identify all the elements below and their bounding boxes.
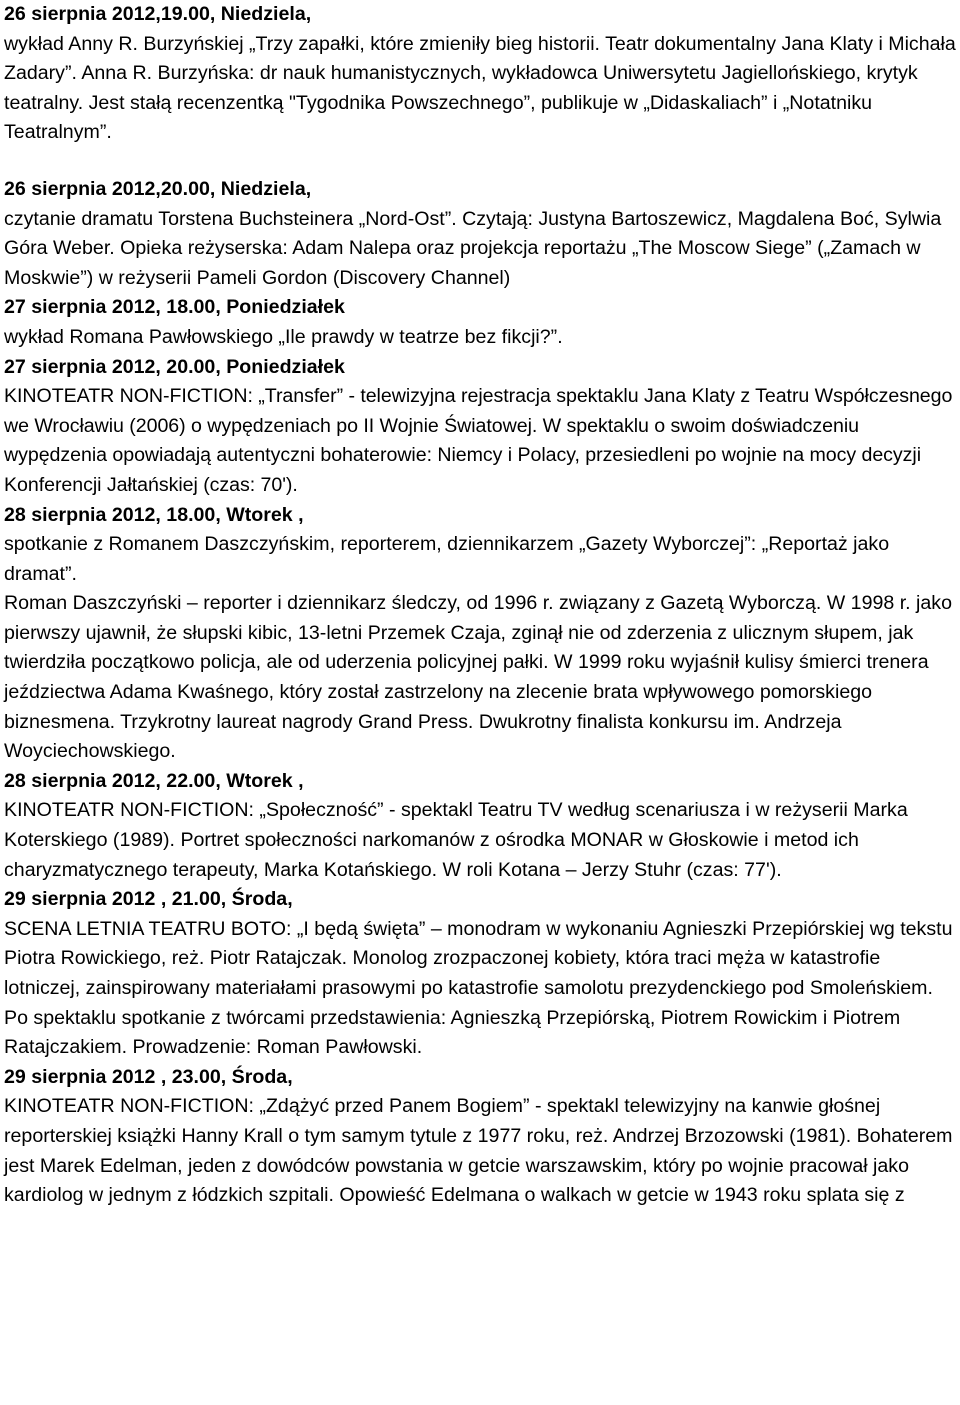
section-spacer <box>4 148 956 175</box>
event-heading: 29 sierpnia 2012 , 21.00, Środa, <box>4 888 293 911</box>
event-heading: 29 sierpnia 2012 , 23.00, Środa, <box>4 1065 293 1088</box>
event-description: SCENA LETNIA TEATRU BOTO: „I będą święta” – monodram w wykonaniu Agnieszki Przepiórskiej wg tekstu Piotra Rowickiego, reż. Piotr Ratajczak. Monolog zrozpaczonej kobiety, która traci męża w katastrofie lotniczej, zainspirowany materiałami prasowymi po katastrofie samolotu prezydenckiego pod Smoleńskiem. Po spektaklu spotkanie z twórcami przedstawienia: Agnieszką Przepiórską, Piotrem Rowickim i Piotrem Ratajczakiem. Prowadzenie: Roman Pawłowski. <box>4 917 953 1059</box>
event-heading: 28 sierpnia 2012, 18.00, Wtorek , <box>4 503 304 526</box>
event-heading: 26 sierpnia 2012,19.00, Niedziela, <box>4 3 312 25</box>
event-heading: 28 sierpnia 2012, 22.00, Wtorek , <box>4 769 304 792</box>
event-description: KINOTEATR NON-FICTION: „Społeczność” - spektakl Teatru TV według scenariusza i w reżyserii Marka Koterskiego (1989). Portret społeczności narkomanów z ośrodka MONAR w Głoskowie i metod ich charyzmatycznego terapeuty, Marka Kotańskiego. W roli Kotana – Jerzy Stuhr (czas: 77'). <box>4 799 908 881</box>
event-entry-1 <box>4 0 956 148</box>
event-description: spotkanie z Romanem Daszczyńskim, reporterem, dziennikarzem „Gazety Wyborczej”: „Reportaż jako dramat”. <box>4 533 890 585</box>
event-description: wykład Romana Pawłowskiego „Ile prawdy w teatrze bez fikcji?”. <box>4 325 563 348</box>
event-heading: 26 sierpnia 2012,20.00, Niedziela, <box>4 177 312 200</box>
event-heading: 27 sierpnia 2012, 18.00, Poniedziałek <box>4 296 345 319</box>
event-description: wykład Anny R. Burzyńskiej „Trzy zapałki, które zmieniły bieg historii. Teatr dokumentalny Jana Klaty i Michała Zadary”. Anna R. Burzyńska: dr nauk humanistycznych, wykładowca Uniwersytetu Jagiellońskiego, krytyk teatralny. Jest stałą recenzentką "Tygodnika Powszechnego”, publikuje w „Didaskaliach” i „Notatniku Teatralnym”. <box>4 32 956 144</box>
event-entry-3 <box>4 293 956 352</box>
event-entry-7 <box>4 885 956 1063</box>
event-entry-4 <box>4 353 956 501</box>
event-heading: 27 sierpnia 2012, 20.00, Poniedziałek <box>4 355 345 378</box>
event-entry-5 <box>4 501 956 767</box>
event-entry-6 <box>4 767 956 885</box>
event-entry-8 <box>4 1063 956 1211</box>
event-description: KINOTEATR NON-FICTION: „Zdążyć przed Panem Bogiem” - spektakl telewizyjny na kanwie głośnej reporterskiej książki Hanny Krall o tym samym tytule z 1977 roku, reż. Andrzej Brzozowski (1981). Bohaterem jest Marek Edelman, jeden z dowódców powstania w getcie warszawskim, który po wojnie pracował jako kardiolog w jednym z łódzkich szpitali. Opowieść Edelmana o walkach w getcie w 1943 roku splata się z <box>4 1095 953 1207</box>
event-description: czytanie dramatu Torstena Buchsteinera „Nord-Ost”. Czytają: Justyna Bartoszewicz, Magdalena Boć, Sylwia Góra Weber. Opieka reżyserska: Adam Nalepa oraz projekcja reportażu „The Moscow Siege” („Zamach w Moskwie”) w reżyserii Pameli Gordon (Discovery Channel) <box>4 207 942 289</box>
event-description: KINOTEATR NON-FICTION: „Transfer” - telewizyjna rejestracja spektaklu Jana Klaty z Teatru Współczesnego we Wrocławiu (2006) o wypędzeniach po II Wojnie Światowej. W spektaklu o swoim doświadczeniu wypędzenia opowiadają autentyczni bohaterowie: Niemcy i Polacy, przesiedleni po wojnie na mocy decyzji Konferencji Jałtańskiej (czas: 70'). <box>4 385 953 496</box>
event-entry-2 <box>4 175 956 293</box>
speaker-bio: Roman Daszczyński – reporter i dziennikarz śledczy, od 1996 r. związany z Gazetą Wyborczą. W 1998 r. jako pierwszy ujawnił, że słupski kibic, 13-letni Przemek Czaja, zginął nie od zderzenia z ulicznym słupem, jak twierdziła początkowo policja, ale od uderzenia policyjnej pałki. W 1999 roku wyjaśnił kulisy śmierci trenera jeździectwa Adama Kwaśnego, który został zastrzelony na zlecenie brata wpływowego pomorskiego biznesmena. Trzykrotny laureat nagrody Grand Press. Dwukrotny finalista konkursu im. Andrzeja Woyciechowskiego. <box>4 592 952 763</box>
